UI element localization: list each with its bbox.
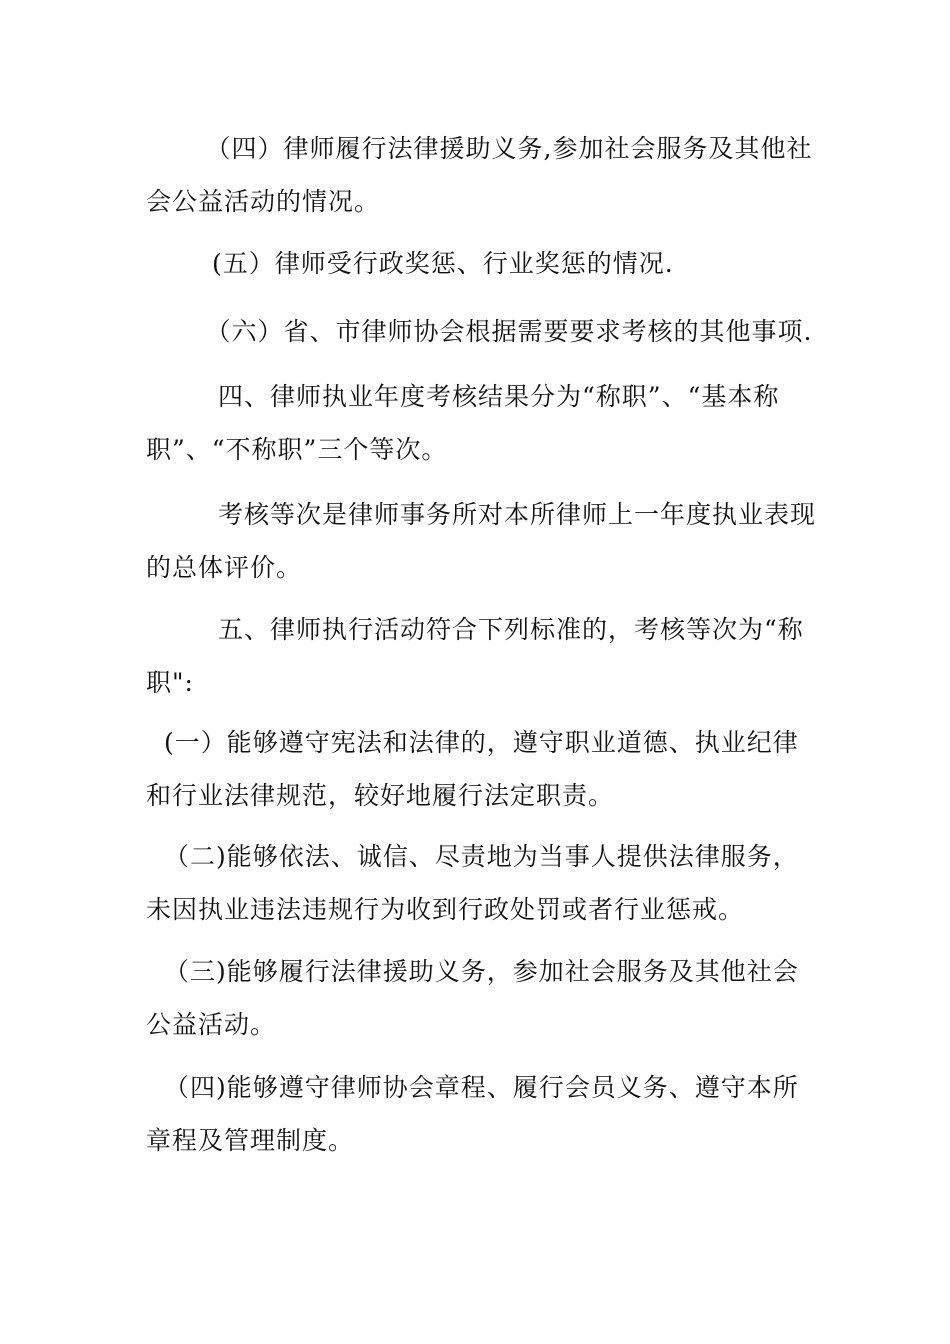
paragraph-line: （二)能够依法、诚信、尽责地为当事人提供法律服务， [164,842,799,871]
paragraph-other-matters [146,305,813,358]
paragraph-standard-three [146,945,806,1051]
paragraph-line: （四)能够遵守律师协会章程、履行会员义务、遵守本所 [164,1073,799,1102]
paragraph-line: 的总体评价。 [146,553,303,582]
paragraph-standard-one [146,716,806,822]
paragraph-line: (五）律师受行政奖惩、行业奖惩的情况. [186,249,674,278]
paragraph-standard-two [146,830,806,936]
paragraph-line: 会公益活动的情况。 [146,187,381,216]
paragraph-line: 考核等次是律师事务所对本所律师上一年度执业表现 [192,500,817,529]
paragraph-line: 职": [146,668,194,697]
paragraph-line: （三)能够履行法律援助义务，参加社会服务及其他社会 [164,957,799,986]
paragraph-line: 五、律师执行活动符合下列标准的，考核等次为“称 [192,615,804,644]
paragraph-line: （六）省、市律师协会根据需要要求考核的其他事项. [192,317,813,346]
paragraph-legal-aid-duty [146,122,813,228]
paragraph-line: （四）律师履行法律援助义务,参加社会服务及其他社 [192,134,813,163]
paragraph-rewards-penalties [146,237,806,290]
paragraph-line: 公益活动。 [146,1010,277,1039]
paragraph-line: 和行业法律规范，较好地履行法定职责。 [146,781,615,810]
paragraph-overall-evaluation [146,488,817,594]
paragraph-line: 职”、“不称职”三个等次。 [146,435,448,464]
paragraph-line: 未因执业违法违规行为收到行政处罚或者行业惩戒。 [146,895,745,924]
paragraph-competent-standards [146,603,806,709]
paragraph-line: 四、律师执业年度考核结果分为“称职”、“基本称 [192,382,780,411]
paragraph-standard-four [146,1061,806,1167]
paragraph-line: (一）能够遵守宪法和法律的，遵守职业道德、执业纪律 [164,728,799,757]
paragraph-line: 章程及管理制度。 [146,1126,355,1155]
paragraph-assessment-levels [146,370,806,476]
